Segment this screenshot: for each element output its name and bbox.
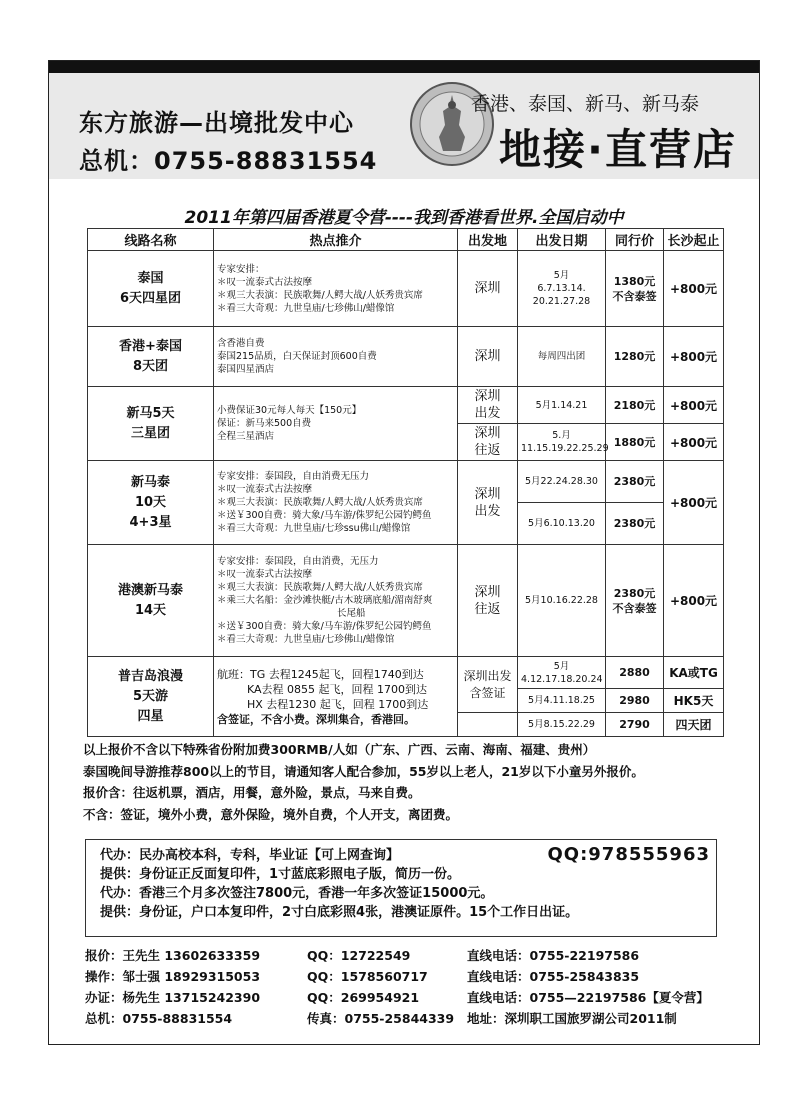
changsha-surcharge: KA或TG: [664, 657, 724, 689]
changsha-surcharge: +800元: [664, 387, 724, 424]
route-highlights: 专家安排：泰国段，自由消费无压力 ＊叹一流泰式古法按摩 ＊观三大表演：民族歌舞/人鳄大战/人妖秀贵宾席 ＊送￥300自费：骑大象/马车游/侏罗纪公园钓鳄鱼 ＊看三大奇观：九世皇庙/七珍ssu佛山/蜡像馆: [214, 461, 458, 545]
slogan-text: 地接·直营店: [499, 125, 737, 174]
table-row: [88, 545, 724, 657]
contact-row: 报价：王先生 13602633359 QQ：12722549 直线电话：0755-22197586: [85, 948, 640, 963]
departure-dates: 5月 6.7.13.14. 20.21.27.28: [518, 251, 606, 327]
departure-dates: 5月22.24.28.30: [518, 461, 606, 503]
price: 2790: [606, 713, 664, 737]
route-name: 泰国 6天四星团: [88, 251, 214, 327]
departure-city: 深圳 往返: [458, 424, 518, 461]
price: 1280元: [606, 327, 664, 387]
note-line: 以上报价不含以下特殊省份附加费300RMB/人如（广东、广西、云南、海南、福建、贵州）: [83, 742, 596, 757]
route-name: 新马泰 10天 4+3星: [88, 461, 214, 545]
departure-city: 深圳出发 含签证: [458, 657, 518, 713]
table-row: [88, 461, 724, 503]
col-header: 热点推介: [214, 229, 458, 251]
services-box: [85, 839, 717, 937]
table-row: [88, 657, 724, 689]
route-highlights: 专家安排： ＊叹一流泰式古法按摩 ＊观三大表演：民族歌舞/人鳄大战/人妖秀贵宾席 ＊看三大奇观：九世皇庙/七珍佛山/蜡像馆: [214, 251, 458, 327]
departure-city: 深圳 出发: [458, 461, 518, 545]
contact-row: 办证：杨先生 13715242390 QQ：269954921 直线电话：0755—22197586【夏令营】: [85, 990, 709, 1005]
service-line: 提供：身份证，户口本复印件，2寸白底彩照4张，港澳证原件。15个工作日出证。: [100, 905, 579, 920]
changsha-surcharge: +800元: [664, 251, 724, 327]
table-row: [88, 387, 724, 424]
note-line: 不含：签证，境外小费，意外保险，境外自费，个人开支，离团费。: [83, 806, 459, 822]
departure-city: 深圳: [458, 251, 518, 327]
route-name: 普吉岛浪漫 5天游 四星: [88, 657, 214, 737]
changsha-surcharge: HK5天: [664, 689, 724, 713]
note-line: 报价含：往返机票，酒店，用餐，意外险，景点，马来自费。: [83, 785, 421, 800]
departure-dates: 5月10.16.22.28: [518, 545, 606, 657]
price: 2980: [606, 689, 664, 713]
price: 2380元: [606, 503, 664, 545]
contacts-block: [85, 945, 745, 1029]
contact-row: 总机：0755-88831554 传真：0755-25844339 地址：深圳职工国旅罗湖公司2011制: [85, 1011, 677, 1026]
table-row: [88, 327, 724, 387]
company-name: 东方旅游—出境批发中心: [79, 109, 354, 137]
col-header: 长沙起止: [664, 229, 724, 251]
departure-dates: 5月4.11.18.25: [518, 689, 606, 713]
departure-dates: 5.月 11.15.19.22.25.29: [518, 424, 606, 461]
table-row: [88, 251, 724, 327]
price: 2180元: [606, 387, 664, 424]
services-qq: QQ:978555963: [547, 844, 710, 865]
route-name: 香港+泰国 8天团: [88, 327, 214, 387]
col-header: 出发日期: [518, 229, 606, 251]
empty-cell: [458, 713, 518, 737]
route-highlights: 航班：TG 去程1245起飞，回程1740到达 KA去程 0855 起飞，回程 1700到达 HX 去程1230 起飞，回程 1700到达 含签证，不含小费。深圳集合，香港回。: [214, 657, 458, 737]
changsha-surcharge: +800元: [664, 545, 724, 657]
route-highlights: 含香港自费 泰国215品质，白天保证封顶600自费 泰国四星酒店: [214, 327, 458, 387]
price: 1380元 不含泰签: [606, 251, 664, 327]
departure-city: 深圳 出发: [458, 387, 518, 424]
price: 2380元: [606, 461, 664, 503]
changsha-surcharge: +800元: [664, 424, 724, 461]
note-line: 泰国晚间导游推荐800以上的节目，请通知客人配合参加，55岁以上老人，21岁以下小童另外报价。: [83, 763, 644, 779]
departure-dates: 5月1.14.21: [518, 387, 606, 424]
departure-city: 深圳 往返: [458, 545, 518, 657]
changsha-surcharge: +800元: [664, 327, 724, 387]
price: 2880: [606, 657, 664, 689]
service-line: 代办：民办高校本科，专科，毕业证【可上网查询】: [100, 848, 400, 863]
departure-dates: 5月 4.12.17.18.20.24: [518, 657, 606, 689]
service-line: 提供：身份证正反面复印件，1寸蓝底彩照电子版，简历一份。: [100, 867, 461, 882]
route-highlights: 小费保证30元每人每天【150元】 保证：新马来500自费 全程三星酒店: [214, 387, 458, 461]
route-name: 港澳新马泰 14天: [88, 545, 214, 657]
regions-text: 香港、泰国、新马、新马泰: [471, 93, 700, 115]
price: 2380元 不含泰签: [606, 545, 664, 657]
col-header: 同行价: [606, 229, 664, 251]
table-header-row: [88, 229, 724, 251]
page-title: 2011年第四届香港夏令营----我到香港看世界.全国启动中: [184, 208, 624, 228]
changsha-surcharge: +800元: [664, 461, 724, 545]
main-phone: 总机：0755-88831554: [79, 147, 378, 175]
service-line: 代办：香港三个月多次签注7800元，香港一年多次签证15000元。: [100, 886, 494, 901]
route-name: 新马5天 三星团: [88, 387, 214, 461]
col-header: 线路名称: [88, 229, 214, 251]
departure-city: 深圳: [458, 327, 518, 387]
price: 1880元: [606, 424, 664, 461]
routes-table: [87, 228, 724, 737]
changsha-surcharge: 四天团: [664, 713, 724, 737]
route-highlights: 专家安排：泰国段，自由消费，无压力 ＊叹一流泰式古法按摩 ＊观三大表演：民族歌舞/人鳄大战/人妖秀贵宾席 ＊乘三大名船：金沙滩快艇/古木玻璃底船/湄南舒爽 长尾船 ＊送￥300自费：骑大象/马车游/侏罗纪公园钓鳄鱼 ＊看三大奇观：九世皇庙/七珍佛山/蜡像馆: [214, 545, 458, 657]
col-header: 出发地: [458, 229, 518, 251]
flyer-page: [48, 60, 760, 1045]
price-notes: [83, 739, 743, 825]
departure-dates: 每周四出团: [518, 327, 606, 387]
contact-row: 操作：邹士强 18929315053 QQ：1578560717 直线电话：0755-25843835: [85, 969, 640, 984]
departure-dates: 5月8.15.22.29: [518, 713, 606, 737]
header-banner: [49, 61, 759, 179]
departure-dates: 5月6.10.13.20: [518, 503, 606, 545]
